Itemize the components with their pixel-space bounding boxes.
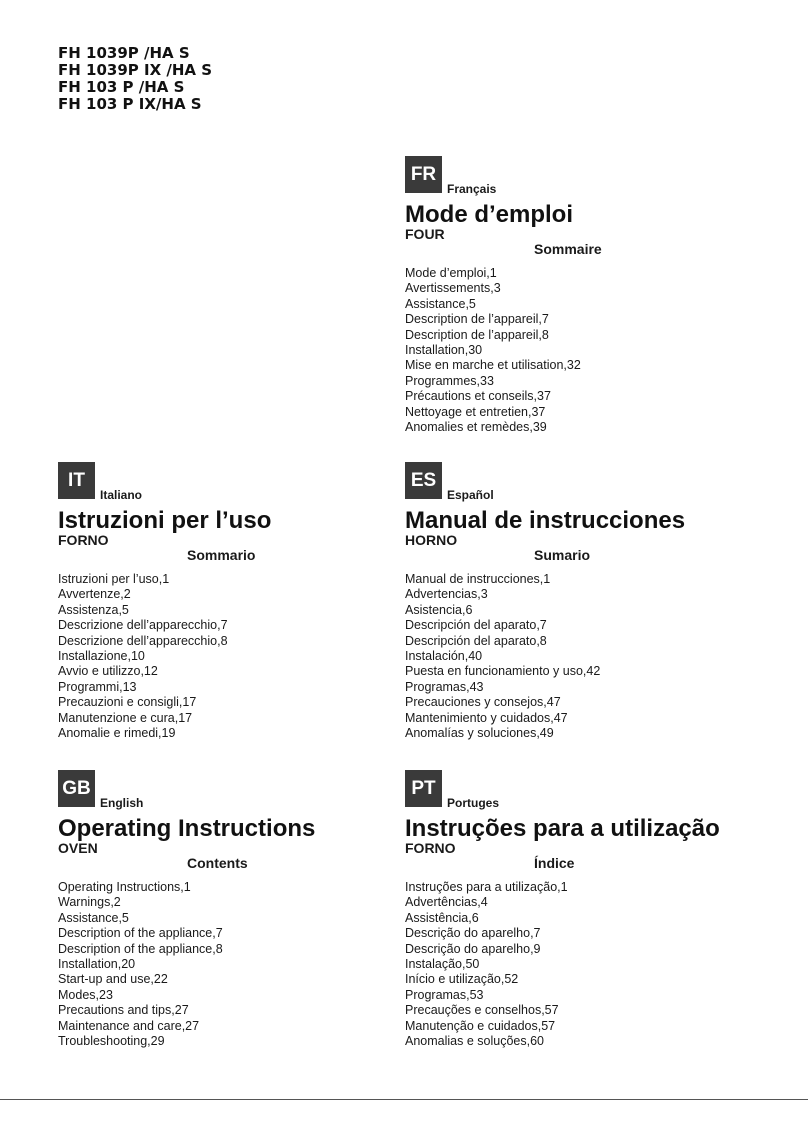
language-code-badge: IT [58,462,95,499]
toc-item[interactable]: Mise en marche et utilisation,32 [405,358,581,373]
toc-item[interactable]: Descripción del aparato,8 [405,633,547,648]
toc-item[interactable]: Maintenance and care,27 [58,1018,200,1033]
toc-item[interactable]: Operating Instructions,1 [58,880,191,894]
toc-item[interactable]: Precauzioni e consigli,17 [58,695,197,710]
toc-item[interactable]: Description of the appliance,8 [58,941,223,956]
toc-item[interactable]: Troubleshooting,29 [58,1034,165,1049]
section-subtitle: FORNO [58,532,109,548]
section-subtitle: FORNO [405,840,456,856]
section-title: Instruções para a utilização [405,815,720,842]
toc-item[interactable]: Mode d’emploi,1 [405,266,497,280]
toc-item[interactable]: Installation,30 [405,343,483,358]
language-header [405,156,765,194]
toc-item[interactable]: Advertencias,3 [405,587,488,602]
toc-item[interactable]: Anomalias e soluções,60 [405,1034,544,1049]
toc-item[interactable]: Descrizione dell’apparecchio,7 [58,618,228,633]
contents-label: Sommaire [534,241,602,257]
toc-item[interactable]: Asistencia,6 [405,602,473,617]
table-of-contents [405,266,765,435]
language-header [405,770,765,808]
section-es [405,462,765,741]
toc-item[interactable]: Precauciones y consejos,47 [405,695,561,710]
language-name: Italiano [100,488,143,502]
toc-item[interactable]: Programmi,13 [58,679,137,694]
table-of-contents [58,572,418,741]
toc-item[interactable]: Instalação,50 [405,957,480,972]
contents-label: Sommario [187,547,256,563]
model-number: FH 103 P /HA S [58,78,185,96]
section-pt [405,770,765,1049]
language-code-badge: PT [405,770,442,807]
toc-item[interactable]: Manutenção e cuidados,57 [405,1018,556,1033]
contents-label: Contents [187,855,248,871]
toc-item[interactable]: Istruzioni per l’uso,1 [58,572,170,586]
bottom-divider [0,1099,808,1100]
toc-item[interactable]: Nettoyage et entretien,37 [405,404,546,419]
language-name: English [100,796,144,810]
toc-item[interactable]: Description de l’appareil,7 [405,312,549,327]
toc-item[interactable]: Assistance,5 [58,910,129,925]
toc-item[interactable]: Programas,43 [405,679,484,694]
toc-item[interactable]: Description of the appliance,7 [58,926,223,941]
toc-item[interactable]: Assistenza,5 [58,602,129,617]
toc-item[interactable]: Descrição do aparelho,7 [405,926,541,941]
contents-label: Índice [534,855,575,871]
model-number: FH 103 P IX/HA S [58,95,202,113]
toc-item[interactable]: Anomalie e rimedi,19 [58,726,176,741]
model-numbers [58,45,212,113]
toc-item[interactable]: Descrizione dell’apparecchio,8 [58,633,228,648]
toc-item[interactable]: Programas,53 [405,987,484,1002]
section-it [58,462,418,741]
toc-item[interactable]: Anomalies et remèdes,39 [405,420,547,435]
toc-item[interactable]: Manual de instrucciones,1 [405,572,551,586]
table-of-contents [405,880,765,1049]
section-title: Istruzioni per l’uso [58,507,272,534]
language-header [405,462,765,500]
toc-item[interactable]: Instruções para a utilização,1 [405,880,568,894]
language-code-badge: FR [405,156,442,193]
table-of-contents [405,572,765,741]
toc-item[interactable]: Instalación,40 [405,649,483,664]
toc-item[interactable]: Assistance,5 [405,296,476,311]
toc-item[interactable]: Puesta en funcionamiento y uso,42 [405,664,601,679]
toc-item[interactable]: Descrição do aparelho,9 [405,941,541,956]
toc-item[interactable]: Precauções e conselhos,57 [405,1003,559,1018]
toc-item[interactable]: Manutenzione e cura,17 [58,710,193,725]
language-header [58,462,418,500]
section-title: Mode d’emploi [405,201,573,228]
toc-item[interactable]: Installazione,10 [58,649,145,664]
toc-item[interactable]: Descripción del aparato,7 [405,618,547,633]
language-name: Español [447,488,494,502]
toc-item[interactable]: Assistência,6 [405,910,479,925]
language-name: Français [447,182,497,196]
toc-item[interactable]: Installation,20 [58,957,136,972]
model-number: FH 1039P /HA S [58,44,190,62]
table-of-contents [58,880,418,1049]
toc-item[interactable]: Description de l’appareil,8 [405,327,549,342]
language-name: Portuges [447,796,500,810]
language-code-badge: GB [58,770,95,807]
toc-item[interactable]: Modes,23 [58,987,113,1002]
toc-item[interactable]: Avertissements,3 [405,281,501,296]
toc-item[interactable]: Avvio e utilizzo,12 [58,664,158,679]
section-subtitle: OVEN [58,840,98,856]
section-subtitle: HORNO [405,532,458,548]
language-code-badge: ES [405,462,442,499]
section-gb [58,770,418,1049]
toc-item[interactable]: Precautions and tips,27 [58,1003,189,1018]
toc-item[interactable]: Advertências,4 [405,895,488,910]
section-title: Manual de instrucciones [405,507,686,534]
toc-item[interactable]: Programmes,33 [405,373,494,388]
section-subtitle: FOUR [405,226,445,242]
toc-item[interactable]: Início e utilização,52 [405,972,519,987]
toc-item[interactable]: Anomalías y soluciones,49 [405,726,554,741]
toc-item[interactable]: Start-up and use,22 [58,972,168,987]
toc-item[interactable]: Warnings,2 [58,895,121,910]
contents-label: Sumario [534,547,591,563]
section-fr [405,156,765,435]
model-number: FH 1039P IX /HA S [58,61,213,79]
language-header [58,770,418,808]
toc-item[interactable]: Avvertenze,2 [58,587,131,602]
toc-item[interactable]: Précautions et conseils,37 [405,389,551,404]
section-title: Operating Instructions [58,815,316,842]
toc-item[interactable]: Mantenimiento y cuidados,47 [405,710,568,725]
